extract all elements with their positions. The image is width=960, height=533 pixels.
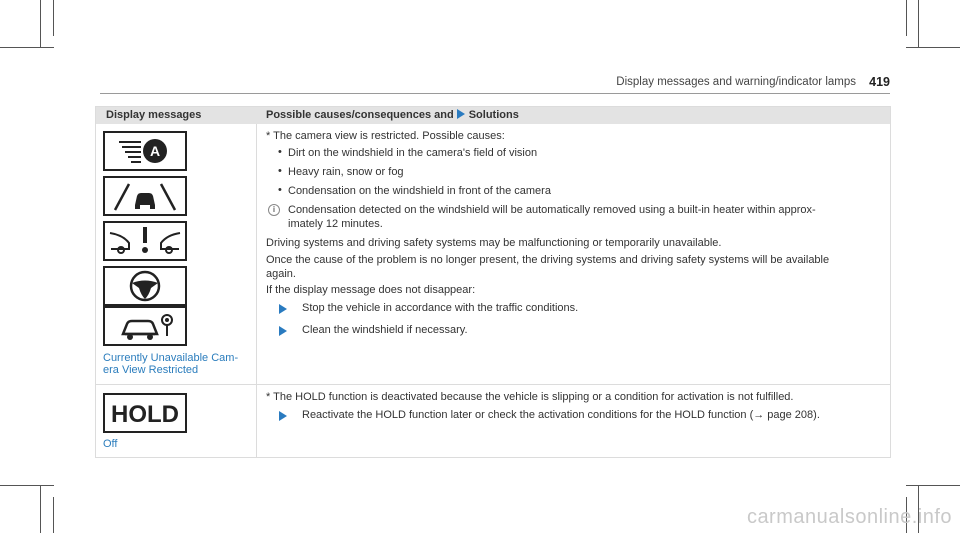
crop-mark (0, 485, 54, 486)
cause-intro: * The HOLD function is deactivated because the vehicle is slipping or a condition for activation is not fulfilled. (266, 391, 794, 403)
hold-icon-label: HOLD (111, 401, 179, 428)
headlight-assist-icon (103, 131, 187, 171)
note-line: imately 12 minutes. (288, 218, 383, 230)
svg-text:A: A (149, 143, 161, 159)
paragraph: Once the cause of the problem is no longer present, the driving systems and driving safety systems will be available (266, 254, 830, 266)
col-header-causes (266, 109, 519, 121)
info-icon: i (268, 204, 280, 216)
bullet: • (278, 146, 282, 158)
cause-intro: * The camera view is restricted. Possible causes: (266, 130, 505, 142)
paragraph: Driving systems and driving safety systems may be malfunctioning or temporarily unavailable. (266, 237, 722, 249)
col-header-causes-label: Possible causes/consequences and (266, 109, 454, 121)
car-sensor-icon (103, 306, 187, 346)
column-divider (256, 124, 257, 457)
crop-mark (0, 47, 54, 48)
crop-mark (40, 0, 41, 48)
steering-wheel-icon (103, 266, 187, 306)
status-line: era View Restricted (103, 364, 199, 376)
page-header (100, 72, 890, 94)
table-header (96, 107, 890, 124)
crop-mark (918, 0, 919, 48)
status-text-hold: Off (103, 438, 118, 450)
crop-mark (906, 485, 960, 486)
crop-mark (906, 47, 960, 48)
status-text-camera (103, 352, 238, 376)
play-arrow-icon (457, 109, 465, 119)
col-header-display-messages: Display messages (106, 109, 202, 121)
row-divider (96, 384, 890, 385)
crop-mark (53, 0, 54, 36)
paragraph: again. (266, 268, 296, 280)
page-number: 419 (869, 75, 890, 89)
crop-mark (53, 497, 54, 533)
cause-item: Dirt on the windshield in the camera's field of vision (288, 147, 538, 159)
action-item: Clean the windshield if necessary. (302, 324, 468, 336)
action-arrow-icon (279, 326, 287, 336)
lane-assist-icon (103, 176, 187, 216)
paragraph: If the display message does not disappear: (266, 284, 476, 296)
action-item: Stop the vehicle in accordance with the traffic conditions. (302, 302, 579, 314)
hold-icon (103, 393, 187, 433)
col-header-solutions-label: Solutions (468, 109, 519, 121)
cause-item: Condensation on the windshield in front of the camera (288, 185, 551, 197)
header-rule (100, 93, 890, 94)
watermark: carmanualsonline.info (746, 506, 952, 528)
action-arrow-icon (279, 411, 287, 421)
bullet: • (278, 184, 282, 196)
messages-table (95, 106, 891, 458)
crop-mark (906, 0, 907, 36)
status-line: Currently Unavailable Cam- (103, 352, 239, 364)
section-title: Display messages and warning/indicator lamps (616, 76, 856, 88)
crop-mark (40, 485, 41, 533)
action-item: Reactivate the HOLD function later or check the activation conditions for the HOLD function (→ page 208). (302, 409, 820, 421)
bullet: • (278, 165, 282, 177)
action-arrow-icon (279, 304, 287, 314)
cause-item: Heavy rain, snow or fog (288, 166, 404, 178)
note-line: Condensation detected on the windshield will be automatically removed using a built-in heater within approx- (288, 204, 816, 216)
collision-warning-icon (103, 221, 187, 261)
